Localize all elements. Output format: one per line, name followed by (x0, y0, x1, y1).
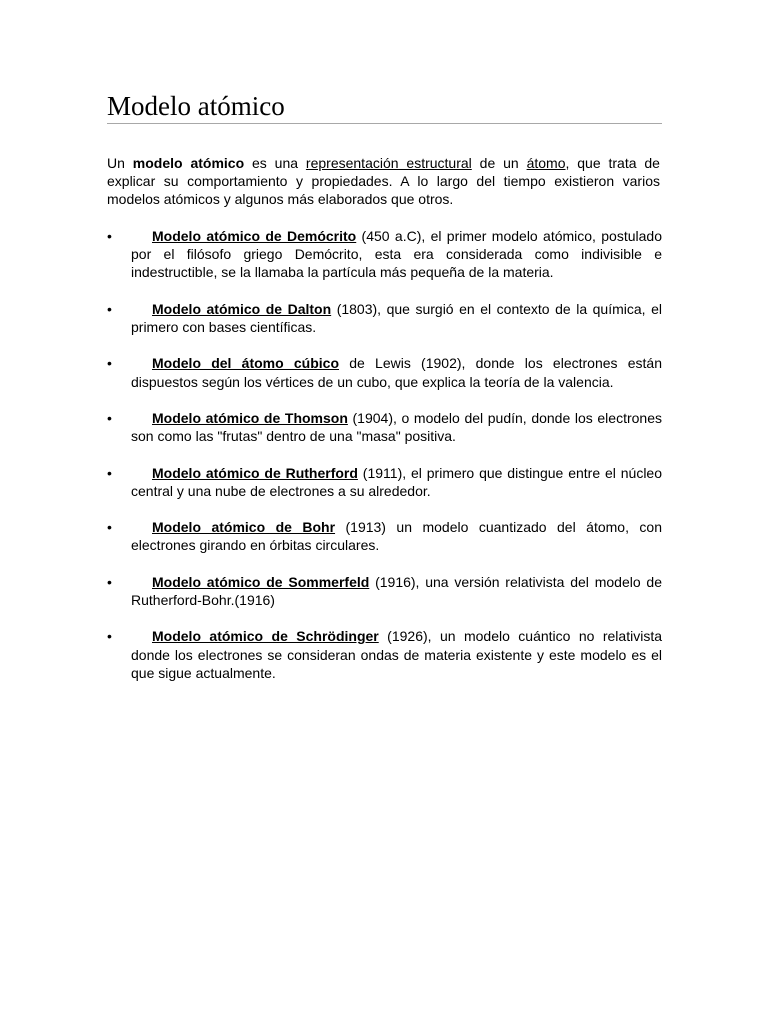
link-atomo[interactable]: átomo (526, 155, 566, 171)
list-item-text: (1916), una versión relativista del modelo de Rutherford-Bohr.(1916) (131, 573, 662, 608)
list-item-text: (1911), el primero que distingue entre el núcleo central y una nube de electrones a su alrededor. (131, 464, 663, 499)
list-item (107, 300, 662, 336)
bullet-icon: • (107, 300, 112, 317)
link-representacion-estructural[interactable]: representación estructural (305, 155, 472, 171)
link-modelo-sommerfeld[interactable]: Modelo atómico de Sommerfeld (152, 573, 370, 590)
list-item-text: (1913) un modelo cuantizado del átomo, con electrones girando en órbitas circulares. (131, 519, 662, 554)
list-item (107, 409, 662, 445)
bullet-icon: • (107, 228, 112, 244)
list-item-text: (1803), que surgió en el contexto de la química, el primero con bases científicas. (131, 300, 662, 335)
list-item (107, 464, 662, 500)
link-modelo-dalton[interactable]: Modelo atómico de Dalton (152, 300, 332, 317)
page-title: Modelo atómico (107, 91, 285, 121)
bullet-icon: • (107, 464, 112, 481)
bullet-icon: • (107, 628, 112, 645)
list-item (107, 354, 662, 390)
intro-text-1: Un (107, 155, 133, 171)
bullet-icon: • (107, 573, 112, 590)
intro-text-2: es una (244, 155, 306, 171)
title-underline-rule (107, 123, 662, 124)
list-item (107, 627, 662, 682)
intro-bold-term: modelo atómico (132, 155, 245, 171)
intro-text-3: de un (471, 155, 527, 171)
list-item (107, 518, 662, 554)
bullet-icon: • (107, 519, 112, 536)
list-item (107, 573, 662, 609)
link-modelo-bohr[interactable]: Modelo atómico de Bohr (152, 519, 336, 536)
list-item-text: (1904), o modelo del pudín, donde los electrones son como las "frutas" dentro de una "masa" positiva. (131, 409, 662, 445)
link-modelo-schrodinger[interactable]: Modelo atómico de Schrödinger (152, 628, 379, 645)
list-item-text: (450 a.C), el primer modelo atómico, postulado por el filósofo griego Demócrito, esta era considerada como indivisible e indestructible, se la llamaba la partícula más pequeña de la materia. (131, 228, 662, 281)
link-modelo-thomson[interactable]: Modelo atómico de Thomson (152, 409, 348, 426)
link-modelo-rutherford[interactable]: Modelo atómico de Rutherford (152, 464, 358, 481)
link-modelo-democrito[interactable]: Modelo atómico de Demócrito (152, 228, 357, 244)
intro-paragraph (107, 154, 660, 209)
list-item-text: de Lewis (1902), donde los electrones están dispuestos según los vértices de un cubo, que explica la teoría de la valencia. (131, 355, 662, 390)
atomic-models-list (107, 227, 662, 700)
bullet-icon: • (107, 409, 112, 426)
bullet-icon: • (107, 355, 112, 372)
intro-text-4: , que trata de explicar su comportamiento y propiedades. A lo largo del tiempo existieron varios modelos atómicos y algunos más elaborados que otros. (107, 155, 660, 208)
list-item (107, 227, 662, 282)
link-modelo-atomo-cubico[interactable]: Modelo del átomo cúbico (152, 355, 340, 372)
list-item-text: (1926), un modelo cuántico no relativista donde los electrones se consideran ondas de materia existente y este modelo es el que sigue actualmente. (131, 628, 662, 681)
